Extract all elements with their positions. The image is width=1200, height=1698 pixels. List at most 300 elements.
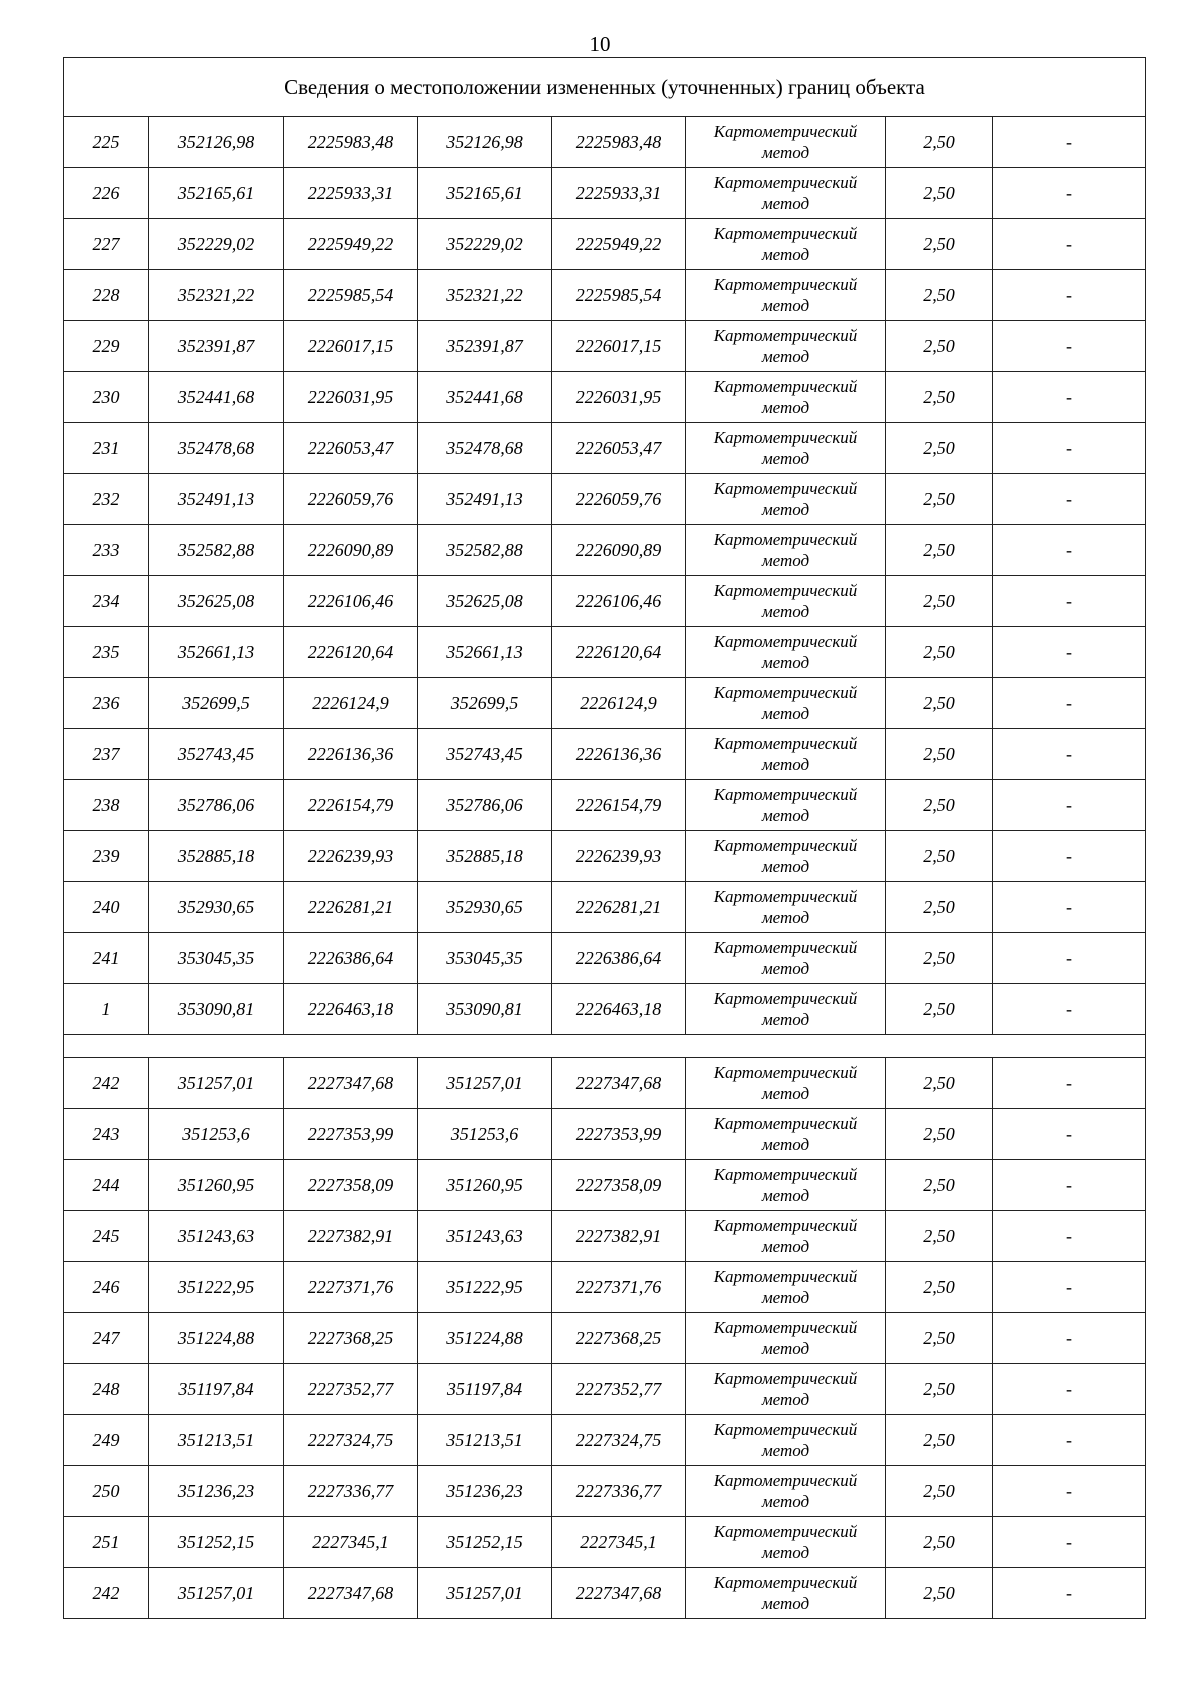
- method-line-2: метод: [761, 1492, 810, 1511]
- refined-y-cell: 2226386,64: [552, 933, 686, 984]
- existing-y-cell: 2226120,64: [284, 627, 418, 678]
- existing-y-cell: 2226154,79: [284, 780, 418, 831]
- accuracy-cell: 2,50: [886, 627, 993, 678]
- existing-y-cell: 2226106,46: [284, 576, 418, 627]
- note-cell: -: [993, 882, 1146, 933]
- method-cell: [686, 780, 886, 831]
- method-cell: [686, 1517, 886, 1568]
- accuracy-cell: 2,50: [886, 525, 993, 576]
- boundary-coordinates-table: [63, 57, 1146, 1619]
- method-line-2: метод: [761, 1135, 810, 1154]
- accuracy-cell: 2,50: [886, 270, 993, 321]
- point-number-cell: 228: [64, 270, 149, 321]
- method-line-2: метод: [761, 908, 810, 927]
- method-cell: [686, 117, 886, 168]
- point-number-cell: 249: [64, 1415, 149, 1466]
- existing-x-cell: 351224,88: [149, 1313, 284, 1364]
- method-line-2: метод: [761, 143, 810, 162]
- method-line-2: метод: [761, 857, 810, 876]
- refined-x-cell: 352441,68: [418, 372, 552, 423]
- method-cell: [686, 1160, 886, 1211]
- accuracy-cell: 2,50: [886, 1466, 993, 1517]
- existing-y-cell: 2227347,68: [284, 1568, 418, 1619]
- existing-x-cell: 353090,81: [149, 984, 284, 1035]
- refined-y-cell: 2227382,91: [552, 1211, 686, 1262]
- existing-y-cell: 2226053,47: [284, 423, 418, 474]
- table-row: [64, 474, 1146, 525]
- method-line-2: метод: [761, 959, 810, 978]
- refined-x-cell: 352478,68: [418, 423, 552, 474]
- accuracy-cell: 2,50: [886, 117, 993, 168]
- method-line-1: Картометрический: [713, 275, 858, 294]
- method-cell: [686, 678, 886, 729]
- method-line-2: метод: [761, 1339, 810, 1358]
- existing-y-cell: 2226124,9: [284, 678, 418, 729]
- method-line-2: метод: [761, 296, 810, 315]
- accuracy-cell: 2,50: [886, 678, 993, 729]
- existing-x-cell: 352743,45: [149, 729, 284, 780]
- point-number-cell: 248: [64, 1364, 149, 1415]
- point-number-cell: 230: [64, 372, 149, 423]
- note-cell: -: [993, 729, 1146, 780]
- method-cell: [686, 831, 886, 882]
- existing-y-cell: 2225933,31: [284, 168, 418, 219]
- note-cell: -: [993, 1364, 1146, 1415]
- point-number-cell: 235: [64, 627, 149, 678]
- point-number-cell: 242: [64, 1568, 149, 1619]
- table-row: [64, 168, 1146, 219]
- accuracy-cell: 2,50: [886, 576, 993, 627]
- method-cell: [686, 525, 886, 576]
- point-number-cell: 242: [64, 1058, 149, 1109]
- point-number-cell: 241: [64, 933, 149, 984]
- existing-y-cell: 2227352,77: [284, 1364, 418, 1415]
- table-row: [64, 984, 1146, 1035]
- point-number-cell: 239: [64, 831, 149, 882]
- existing-y-cell: 2227358,09: [284, 1160, 418, 1211]
- existing-x-cell: 351213,51: [149, 1415, 284, 1466]
- method-line-2: метод: [761, 449, 810, 468]
- existing-x-cell: 352699,5: [149, 678, 284, 729]
- refined-y-cell: 2227347,68: [552, 1058, 686, 1109]
- existing-x-cell: 351243,63: [149, 1211, 284, 1262]
- point-number-cell: 237: [64, 729, 149, 780]
- method-line-2: метод: [761, 1237, 810, 1256]
- existing-x-cell: 351253,6: [149, 1109, 284, 1160]
- refined-x-cell: 352661,13: [418, 627, 552, 678]
- note-cell: -: [993, 780, 1146, 831]
- refined-y-cell: 2226463,18: [552, 984, 686, 1035]
- table-row: [64, 780, 1146, 831]
- method-cell: [686, 1313, 886, 1364]
- existing-y-cell: 2227382,91: [284, 1211, 418, 1262]
- table-row: [64, 1058, 1146, 1109]
- refined-y-cell: 2227347,68: [552, 1568, 686, 1619]
- accuracy-cell: 2,50: [886, 1364, 993, 1415]
- method-line-1: Картометрический: [713, 938, 858, 957]
- existing-y-cell: 2225985,54: [284, 270, 418, 321]
- refined-x-cell: 351213,51: [418, 1415, 552, 1466]
- refined-x-cell: 352491,13: [418, 474, 552, 525]
- point-number-cell: 245: [64, 1211, 149, 1262]
- accuracy-cell: 2,50: [886, 372, 993, 423]
- accuracy-cell: 2,50: [886, 1058, 993, 1109]
- accuracy-cell: 2,50: [886, 474, 993, 525]
- note-cell: -: [993, 117, 1146, 168]
- method-cell: [686, 933, 886, 984]
- point-number-cell: 238: [64, 780, 149, 831]
- method-line-2: метод: [761, 1390, 810, 1409]
- refined-y-cell: 2226031,95: [552, 372, 686, 423]
- method-line-2: метод: [761, 755, 810, 774]
- method-line-2: метод: [761, 806, 810, 825]
- method-cell: [686, 576, 886, 627]
- method-cell: [686, 321, 886, 372]
- table-row: [64, 525, 1146, 576]
- page-number: 10: [589, 32, 611, 56]
- existing-x-cell: 352478,68: [149, 423, 284, 474]
- method-cell: [686, 1364, 886, 1415]
- existing-x-cell: 351260,95: [149, 1160, 284, 1211]
- refined-x-cell: 351197,84: [418, 1364, 552, 1415]
- point-number-cell: 244: [64, 1160, 149, 1211]
- existing-y-cell: 2227336,77: [284, 1466, 418, 1517]
- existing-x-cell: 351236,23: [149, 1466, 284, 1517]
- method-cell: [686, 627, 886, 678]
- method-line-1: Картометрический: [713, 1522, 858, 1541]
- refined-x-cell: 352391,87: [418, 321, 552, 372]
- refined-y-cell: 2226239,93: [552, 831, 686, 882]
- table-row: [64, 423, 1146, 474]
- point-number-cell: 229: [64, 321, 149, 372]
- point-number-cell: 225: [64, 117, 149, 168]
- method-line-1: Картометрический: [713, 785, 858, 804]
- existing-x-cell: 352126,98: [149, 117, 284, 168]
- table-row: [64, 1262, 1146, 1313]
- accuracy-cell: 2,50: [886, 933, 993, 984]
- refined-y-cell: 2226017,15: [552, 321, 686, 372]
- existing-y-cell: 2226463,18: [284, 984, 418, 1035]
- method-line-1: Картометрический: [713, 1216, 858, 1235]
- table-row: [64, 933, 1146, 984]
- refined-x-cell: 352126,98: [418, 117, 552, 168]
- point-number-cell: 246: [64, 1262, 149, 1313]
- note-cell: -: [993, 270, 1146, 321]
- method-cell: [686, 1211, 886, 1262]
- method-cell: [686, 270, 886, 321]
- note-cell: -: [993, 1262, 1146, 1313]
- point-number-cell: 251: [64, 1517, 149, 1568]
- note-cell: -: [993, 219, 1146, 270]
- table-row: [64, 1364, 1146, 1415]
- note-cell: -: [993, 1415, 1146, 1466]
- method-line-1: Картометрический: [713, 734, 858, 753]
- existing-y-cell: 2226136,36: [284, 729, 418, 780]
- table-row: [64, 1160, 1146, 1211]
- existing-y-cell: 2226386,64: [284, 933, 418, 984]
- accuracy-cell: 2,50: [886, 1109, 993, 1160]
- table-body: [64, 58, 1146, 1619]
- table-row: [64, 321, 1146, 372]
- refined-y-cell: 2226154,79: [552, 780, 686, 831]
- method-line-2: метод: [761, 1010, 810, 1029]
- note-cell: -: [993, 423, 1146, 474]
- method-line-2: метод: [761, 1186, 810, 1205]
- accuracy-cell: 2,50: [886, 219, 993, 270]
- existing-x-cell: 351222,95: [149, 1262, 284, 1313]
- refined-y-cell: 2225949,22: [552, 219, 686, 270]
- existing-x-cell: 352321,22: [149, 270, 284, 321]
- refined-y-cell: 2225983,48: [552, 117, 686, 168]
- method-line-1: Картометрический: [713, 173, 858, 192]
- method-cell: [686, 372, 886, 423]
- method-line-1: Картометрический: [713, 122, 858, 141]
- table-title: Сведения о местоположении измененных (уточненных) границ объекта: [64, 58, 1146, 117]
- existing-y-cell: 2226017,15: [284, 321, 418, 372]
- point-number-cell: 231: [64, 423, 149, 474]
- existing-x-cell: 352229,02: [149, 219, 284, 270]
- refined-x-cell: 352786,06: [418, 780, 552, 831]
- existing-y-cell: 2226059,76: [284, 474, 418, 525]
- table-row: [64, 576, 1146, 627]
- refined-y-cell: 2226136,36: [552, 729, 686, 780]
- accuracy-cell: 2,50: [886, 321, 993, 372]
- table-row: [64, 1517, 1146, 1568]
- method-cell: [686, 219, 886, 270]
- method-line-2: метод: [761, 1594, 810, 1613]
- method-cell: [686, 882, 886, 933]
- existing-x-cell: 351257,01: [149, 1058, 284, 1109]
- existing-x-cell: 352391,87: [149, 321, 284, 372]
- method-line-1: Картометрический: [713, 1318, 858, 1337]
- refined-x-cell: 352743,45: [418, 729, 552, 780]
- method-cell: [686, 168, 886, 219]
- refined-y-cell: 2226059,76: [552, 474, 686, 525]
- existing-x-cell: 352165,61: [149, 168, 284, 219]
- refined-x-cell: 352165,61: [418, 168, 552, 219]
- accuracy-cell: 2,50: [886, 168, 993, 219]
- existing-x-cell: 352582,88: [149, 525, 284, 576]
- method-line-1: Картометрический: [713, 1114, 858, 1133]
- accuracy-cell: 2,50: [886, 1211, 993, 1262]
- refined-x-cell: 352321,22: [418, 270, 552, 321]
- note-cell: -: [993, 576, 1146, 627]
- refined-x-cell: 352699,5: [418, 678, 552, 729]
- accuracy-cell: 2,50: [886, 423, 993, 474]
- table-header-row: [64, 58, 1146, 117]
- existing-x-cell: 351252,15: [149, 1517, 284, 1568]
- point-number-cell: 243: [64, 1109, 149, 1160]
- method-cell: [686, 474, 886, 525]
- accuracy-cell: 2,50: [886, 780, 993, 831]
- refined-x-cell: 353090,81: [418, 984, 552, 1035]
- existing-x-cell: 352491,13: [149, 474, 284, 525]
- existing-x-cell: 352786,06: [149, 780, 284, 831]
- table-row: [64, 729, 1146, 780]
- method-line-1: Картометрический: [713, 683, 858, 702]
- table-row: [64, 831, 1146, 882]
- method-cell: [686, 984, 886, 1035]
- refined-y-cell: 2227358,09: [552, 1160, 686, 1211]
- note-cell: -: [993, 678, 1146, 729]
- existing-x-cell: 351197,84: [149, 1364, 284, 1415]
- existing-y-cell: 2227345,1: [284, 1517, 418, 1568]
- refined-x-cell: 352930,65: [418, 882, 552, 933]
- method-cell: [686, 1058, 886, 1109]
- method-line-1: Картометрический: [713, 1420, 858, 1439]
- point-number-cell: 236: [64, 678, 149, 729]
- method-line-2: метод: [761, 653, 810, 672]
- method-cell: [686, 1466, 886, 1517]
- note-cell: -: [993, 627, 1146, 678]
- table-row: [64, 372, 1146, 423]
- accuracy-cell: 2,50: [886, 1415, 993, 1466]
- method-line-1: Картометрический: [713, 224, 858, 243]
- refined-x-cell: 351222,95: [418, 1262, 552, 1313]
- method-cell: [686, 729, 886, 780]
- existing-x-cell: 352625,08: [149, 576, 284, 627]
- refined-y-cell: 2226281,21: [552, 882, 686, 933]
- accuracy-cell: 2,50: [886, 1313, 993, 1364]
- point-number-cell: 250: [64, 1466, 149, 1517]
- method-line-1: Картометрический: [713, 632, 858, 651]
- point-number-cell: 227: [64, 219, 149, 270]
- contour-separator-cell: [64, 1035, 1146, 1058]
- existing-y-cell: 2227353,99: [284, 1109, 418, 1160]
- method-line-2: метод: [761, 194, 810, 213]
- refined-y-cell: 2227352,77: [552, 1364, 686, 1415]
- refined-y-cell: 2226053,47: [552, 423, 686, 474]
- refined-y-cell: 2226124,9: [552, 678, 686, 729]
- existing-x-cell: 352885,18: [149, 831, 284, 882]
- accuracy-cell: 2,50: [886, 1568, 993, 1619]
- accuracy-cell: 2,50: [886, 1262, 993, 1313]
- refined-y-cell: 2227353,99: [552, 1109, 686, 1160]
- method-line-1: Картометрический: [713, 887, 858, 906]
- method-line-2: метод: [761, 602, 810, 621]
- method-line-1: Картометрический: [713, 326, 858, 345]
- method-line-1: Картометрический: [713, 836, 858, 855]
- table-row: [64, 219, 1146, 270]
- note-cell: -: [993, 1466, 1146, 1517]
- refined-x-cell: 351257,01: [418, 1058, 552, 1109]
- table-row: [64, 270, 1146, 321]
- method-line-1: Картометрический: [713, 1165, 858, 1184]
- table-row: [64, 882, 1146, 933]
- method-line-2: метод: [761, 1084, 810, 1103]
- method-line-2: метод: [761, 398, 810, 417]
- refined-y-cell: 2227345,1: [552, 1517, 686, 1568]
- accuracy-cell: 2,50: [886, 831, 993, 882]
- method-line-2: метод: [761, 245, 810, 264]
- table-row: [64, 117, 1146, 168]
- note-cell: -: [993, 1160, 1146, 1211]
- method-cell: [686, 1415, 886, 1466]
- refined-x-cell: 352885,18: [418, 831, 552, 882]
- note-cell: -: [993, 933, 1146, 984]
- existing-y-cell: 2227324,75: [284, 1415, 418, 1466]
- method-line-2: метод: [761, 500, 810, 519]
- table-row: [64, 1211, 1146, 1262]
- table-row: [64, 1568, 1146, 1619]
- accuracy-cell: 2,50: [886, 1160, 993, 1211]
- refined-y-cell: 2227371,76: [552, 1262, 686, 1313]
- table-row: [64, 1109, 1146, 1160]
- refined-x-cell: 353045,35: [418, 933, 552, 984]
- existing-y-cell: 2226281,21: [284, 882, 418, 933]
- point-number-cell: 1: [64, 984, 149, 1035]
- note-cell: -: [993, 321, 1146, 372]
- point-number-cell: 234: [64, 576, 149, 627]
- method-line-2: метод: [761, 1441, 810, 1460]
- table-row: [64, 1466, 1146, 1517]
- table-row: [64, 627, 1146, 678]
- method-line-1: Картометрический: [713, 1063, 858, 1082]
- refined-x-cell: 351252,15: [418, 1517, 552, 1568]
- point-number-cell: 226: [64, 168, 149, 219]
- method-line-1: Картометрический: [713, 1573, 858, 1592]
- refined-y-cell: 2225933,31: [552, 168, 686, 219]
- note-cell: -: [993, 525, 1146, 576]
- method-line-2: метод: [761, 1288, 810, 1307]
- refined-y-cell: 2226090,89: [552, 525, 686, 576]
- point-number-cell: 247: [64, 1313, 149, 1364]
- note-cell: -: [993, 1211, 1146, 1262]
- existing-y-cell: 2226239,93: [284, 831, 418, 882]
- accuracy-cell: 2,50: [886, 1517, 993, 1568]
- note-cell: -: [993, 1109, 1146, 1160]
- method-cell: [686, 1568, 886, 1619]
- point-number-cell: 233: [64, 525, 149, 576]
- method-line-1: Картометрический: [713, 428, 858, 447]
- existing-y-cell: 2227371,76: [284, 1262, 418, 1313]
- method-line-2: метод: [761, 347, 810, 366]
- refined-y-cell: 2227324,75: [552, 1415, 686, 1466]
- method-line-2: метод: [761, 551, 810, 570]
- note-cell: -: [993, 1313, 1146, 1364]
- method-line-1: Картометрический: [713, 377, 858, 396]
- existing-x-cell: 352661,13: [149, 627, 284, 678]
- point-number-cell: 240: [64, 882, 149, 933]
- refined-x-cell: 351260,95: [418, 1160, 552, 1211]
- table-row: [64, 1313, 1146, 1364]
- point-number-cell: 232: [64, 474, 149, 525]
- note-cell: -: [993, 1517, 1146, 1568]
- note-cell: -: [993, 168, 1146, 219]
- existing-x-cell: 351257,01: [149, 1568, 284, 1619]
- method-cell: [686, 423, 886, 474]
- accuracy-cell: 2,50: [886, 729, 993, 780]
- note-cell: -: [993, 831, 1146, 882]
- note-cell: -: [993, 474, 1146, 525]
- refined-y-cell: 2227368,25: [552, 1313, 686, 1364]
- note-cell: -: [993, 1568, 1146, 1619]
- method-line-1: Картометрический: [713, 1267, 858, 1286]
- refined-x-cell: 352229,02: [418, 219, 552, 270]
- existing-y-cell: 2227347,68: [284, 1058, 418, 1109]
- method-cell: [686, 1109, 886, 1160]
- existing-y-cell: 2226031,95: [284, 372, 418, 423]
- refined-x-cell: 352625,08: [418, 576, 552, 627]
- note-cell: -: [993, 372, 1146, 423]
- contour-separator-row: [64, 1035, 1146, 1058]
- refined-y-cell: 2226120,64: [552, 627, 686, 678]
- refined-x-cell: 351253,6: [418, 1109, 552, 1160]
- refined-y-cell: 2226106,46: [552, 576, 686, 627]
- refined-x-cell: 351243,63: [418, 1211, 552, 1262]
- existing-x-cell: 352441,68: [149, 372, 284, 423]
- existing-x-cell: 353045,35: [149, 933, 284, 984]
